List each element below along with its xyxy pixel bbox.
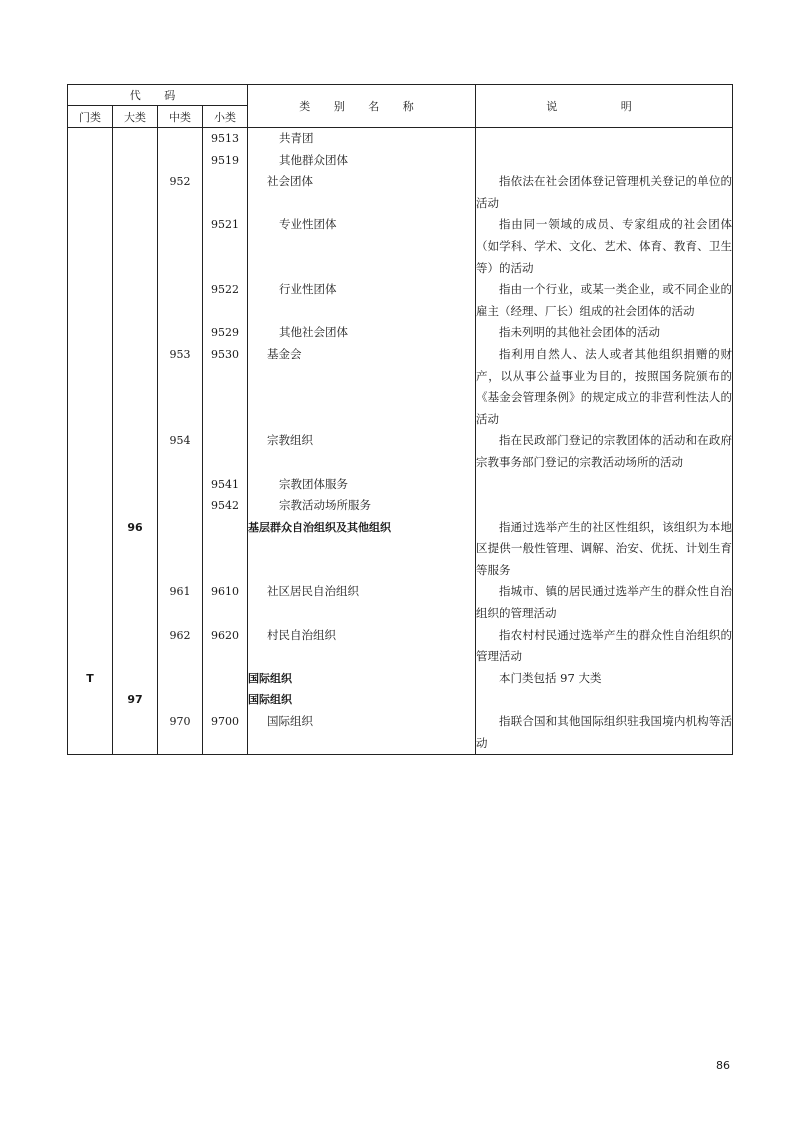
- table-body: [68, 128, 733, 755]
- category-name-cell: 村民自治组织: [248, 625, 476, 668]
- classification-table: [67, 84, 733, 755]
- class-column-header: 小类: [203, 106, 248, 128]
- section-code-cell: [68, 517, 113, 582]
- category-name-cell: 社会团体: [248, 171, 476, 214]
- category-name-cell: 宗教组织: [248, 430, 476, 473]
- class-code-cell: 9610: [203, 581, 248, 624]
- section-code-cell: [68, 689, 113, 711]
- section-code-cell: [68, 495, 113, 517]
- group-code-cell: 970: [158, 711, 203, 755]
- class-code-cell: [203, 668, 248, 690]
- group-code-cell: [158, 689, 203, 711]
- division-code-cell: [113, 344, 158, 430]
- description-header: 说 明: [476, 85, 733, 128]
- category-name-cell: 行业性团体: [248, 279, 476, 322]
- class-code-cell: 9620: [203, 625, 248, 668]
- division-column-header: 大类: [113, 106, 158, 128]
- division-code-cell: [113, 474, 158, 496]
- category-name-cell: 基金会: [248, 344, 476, 430]
- table-row: [68, 495, 733, 517]
- section-code-cell: [68, 150, 113, 172]
- table-row: [68, 689, 733, 711]
- division-code-cell: [113, 711, 158, 755]
- section-code-cell: [68, 171, 113, 214]
- division-code-cell: [113, 581, 158, 624]
- class-code-cell: [203, 171, 248, 214]
- group-column-header: 中类: [158, 106, 203, 128]
- category-name-cell: 其他群众团体: [248, 150, 476, 172]
- division-code-cell: [113, 171, 158, 214]
- table-row: [68, 581, 733, 624]
- category-name-cell: 其他社会团体: [248, 322, 476, 344]
- section-code-cell: [68, 625, 113, 668]
- section-column-header: 门类: [68, 106, 113, 128]
- category-name-cell: 国际组织: [248, 689, 476, 711]
- group-code-cell: 952: [158, 171, 203, 214]
- division-code-cell: [113, 668, 158, 690]
- table-row: [68, 279, 733, 322]
- table-row: [68, 517, 733, 582]
- group-code-cell: [158, 214, 203, 279]
- class-code-cell: 9541: [203, 474, 248, 496]
- section-code-cell: [68, 474, 113, 496]
- description-cell: 指由同一领域的成员、专家组成的社会团体（如学科、学术、文化、艺术、体育、教育、卫生等）的活动: [476, 214, 733, 279]
- group-code-cell: [158, 128, 203, 150]
- description-cell: 指未列明的其他社会团体的活动: [476, 322, 733, 344]
- category-name-cell: 国际组织: [248, 711, 476, 755]
- description-cell: 指农村村民通过选举产生的群众性自治组织的管理活动: [476, 625, 733, 668]
- class-code-cell: 9513: [203, 128, 248, 150]
- table-row: [68, 128, 733, 150]
- description-cell: 指利用自然人、法人或者其他组织捐赠的财产，以从事公益事业为目的，按照国务院颁布的《基金会管理条例》的规定成立的非营利性法人的活动: [476, 344, 733, 430]
- description-cell: 指通过选举产生的社区性组织，该组织为本地区提供一般性管理、调解、治安、优抚、计划生育等服务: [476, 517, 733, 582]
- category-name-cell: 宗教活动场所服务: [248, 495, 476, 517]
- group-code-cell: [158, 150, 203, 172]
- group-code-cell: [158, 474, 203, 496]
- division-code-cell: [113, 495, 158, 517]
- table-row: [68, 171, 733, 214]
- division-code-cell: [113, 128, 158, 150]
- category-name-cell: 基层群众自治组织及其他组织: [248, 517, 476, 582]
- section-code-cell: [68, 430, 113, 473]
- section-code-cell: [68, 214, 113, 279]
- group-code-cell: [158, 279, 203, 322]
- table-row: [68, 625, 733, 668]
- description-cell: 指在民政部门登记的宗教团体的活动和在政府宗教事务部门登记的宗教活动场所的活动: [476, 430, 733, 473]
- description-cell: [476, 150, 733, 172]
- class-code-cell: 9519: [203, 150, 248, 172]
- section-code-cell: [68, 322, 113, 344]
- table-row: [68, 711, 733, 755]
- division-code-cell: [113, 214, 158, 279]
- class-code-cell: 9522: [203, 279, 248, 322]
- table-row: [68, 344, 733, 430]
- description-cell: 指联合国和其他国际组织驻我国境内机构等活动: [476, 711, 733, 755]
- class-code-cell: [203, 517, 248, 582]
- description-cell: 指依法在社会团体登记管理机关登记的单位的活动: [476, 171, 733, 214]
- page-number: 86: [716, 1059, 730, 1072]
- section-code-cell: T: [68, 668, 113, 690]
- category-name-cell: 共青团: [248, 128, 476, 150]
- description-cell: [476, 128, 733, 150]
- table-row: [68, 214, 733, 279]
- division-code-cell: [113, 150, 158, 172]
- group-code-cell: [158, 517, 203, 582]
- category-name-cell: 社区居民自治组织: [248, 581, 476, 624]
- table-row: [68, 322, 733, 344]
- class-code-cell: 9521: [203, 214, 248, 279]
- description-cell: 本门类包括 97 大类: [476, 668, 733, 690]
- division-code-cell: [113, 430, 158, 473]
- group-code-cell: 954: [158, 430, 203, 473]
- table-row: [68, 474, 733, 496]
- division-code-cell: [113, 322, 158, 344]
- description-cell: [476, 474, 733, 496]
- description-cell: 指由一个行业，或某一类企业，或不同企业的雇主（经理、厂长）组成的社会团体的活动: [476, 279, 733, 322]
- description-cell: [476, 495, 733, 517]
- class-code-cell: [203, 689, 248, 711]
- section-code-cell: [68, 279, 113, 322]
- category-name-cell: 国际组织: [248, 668, 476, 690]
- group-code-cell: 953: [158, 344, 203, 430]
- section-code-cell: [68, 581, 113, 624]
- description-cell: 指城市、镇的居民通过选举产生的群众性自治组织的管理活动: [476, 581, 733, 624]
- class-code-cell: 9542: [203, 495, 248, 517]
- group-code-cell: 962: [158, 625, 203, 668]
- division-code-cell: 97: [113, 689, 158, 711]
- class-code-cell: 9700: [203, 711, 248, 755]
- division-code-cell: 96: [113, 517, 158, 582]
- table-row: [68, 668, 733, 690]
- section-code-cell: [68, 128, 113, 150]
- category-name-header: 类 别 名 称: [248, 85, 476, 128]
- category-name-cell: 宗教团体服务: [248, 474, 476, 496]
- code-header: 代 码: [68, 85, 248, 106]
- section-code-cell: [68, 344, 113, 430]
- class-code-cell: 9530: [203, 344, 248, 430]
- class-code-cell: [203, 430, 248, 473]
- section-code-cell: [68, 711, 113, 755]
- class-code-cell: 9529: [203, 322, 248, 344]
- table-row: [68, 430, 733, 473]
- group-code-cell: 961: [158, 581, 203, 624]
- division-code-cell: [113, 625, 158, 668]
- table-row: [68, 150, 733, 172]
- group-code-cell: [158, 668, 203, 690]
- table-header: [68, 85, 733, 128]
- division-code-cell: [113, 279, 158, 322]
- group-code-cell: [158, 322, 203, 344]
- group-code-cell: [158, 495, 203, 517]
- category-name-cell: 专业性团体: [248, 214, 476, 279]
- description-cell: [476, 689, 733, 711]
